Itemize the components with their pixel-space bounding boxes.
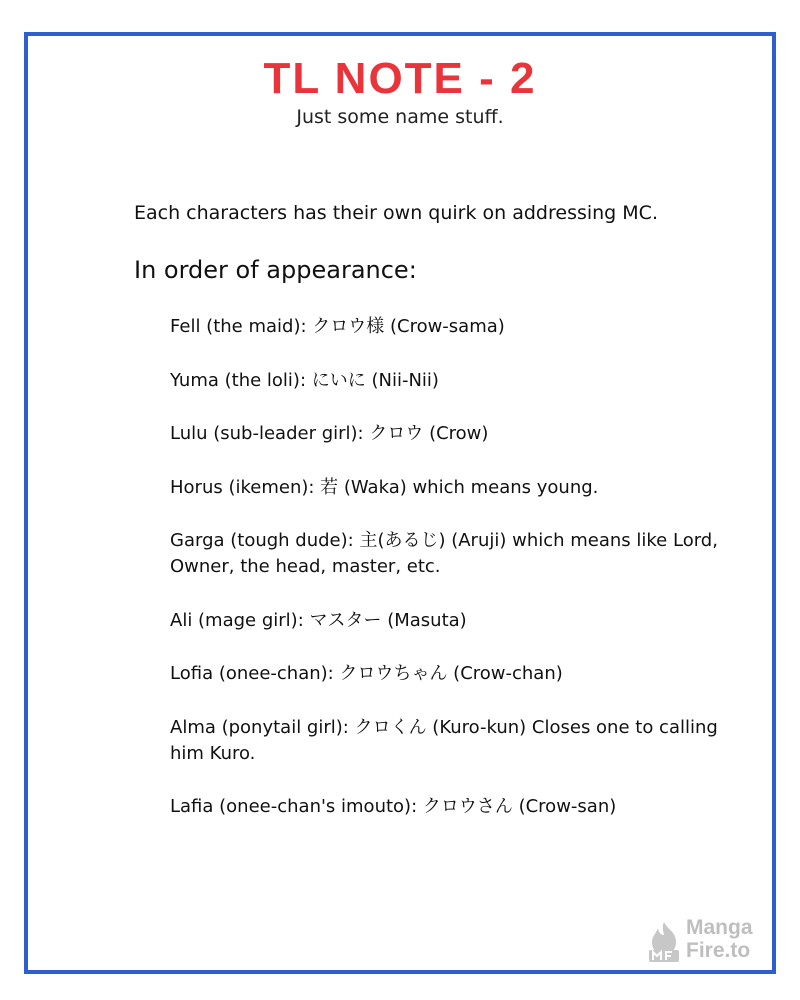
character-entry-ali: Ali (mage girl): マスター (Masuta) xyxy=(170,609,467,631)
watermark-text xyxy=(686,916,753,962)
intro-text: Each characters has their own quirk on addressing MC. xyxy=(134,202,658,224)
watermark-line2: Fire.to xyxy=(686,939,751,962)
page-subtitle: Just some name stuff. xyxy=(296,106,504,128)
order-heading: In order of appearance: xyxy=(134,256,417,284)
character-list xyxy=(170,314,730,848)
character-entry-lafia: Lafia (onee-chan's imouto): クロウさん (Crow-san) xyxy=(170,796,617,817)
character-entry-yuma: Yuma (the loli): にいに (Nii-Nii) xyxy=(170,369,439,391)
mangafire-logo-icon xyxy=(646,920,682,964)
character-entry-lofia: Lofia (onee-chan): クロウちゃん (Crow-chan) xyxy=(170,663,563,684)
character-entry-alma: Alma (ponytail girl): クロくん (Kuro-kun) Closes one to calling him Kuro. xyxy=(170,716,718,764)
page-title: TL NOTE - 2 xyxy=(263,54,537,103)
character-entry-lulu: Lulu (sub-leader girl): クロウ (Crow) xyxy=(170,423,489,444)
mangafire-watermark xyxy=(646,916,770,968)
character-entry-garga: Garga (tough dude): 主(あるじ) (Aruji) which means like Lord, Owner, the head, master, etc. xyxy=(170,530,718,577)
character-entry-fell: Fell (the maid): クロウ様 (Crow-sama) xyxy=(170,316,505,337)
watermark-line1: Manga xyxy=(686,916,753,939)
character-entry-horus: Horus (ikemen): 若 (Waka) which means young. xyxy=(170,476,599,498)
